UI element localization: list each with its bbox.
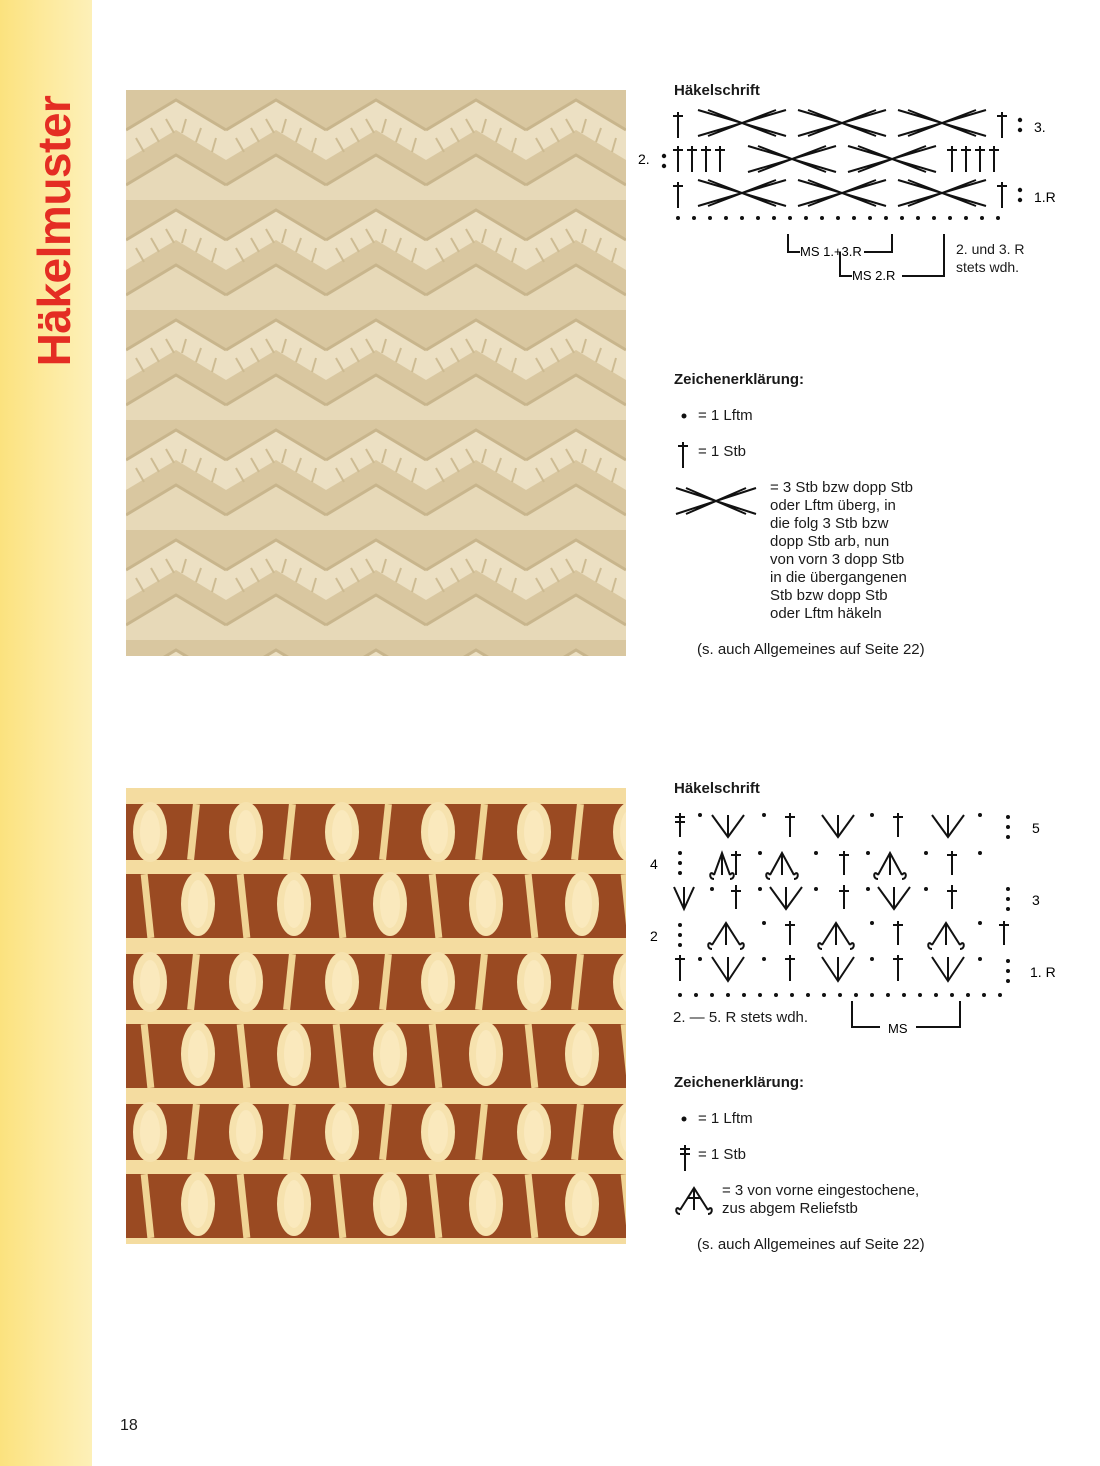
relief-stitch-symbol-icon <box>672 1184 716 1218</box>
p1-legend-cross: = 3 Stb bzw dopp Stb oder Lftm überg, in die folg 3 Stb bzw dopp Stb arb, nun von vorn 3 dopp Stb in die übergangenen Stb bzw dopp Stb oder Lftm häkeln <box>770 479 914 622</box>
p2-legend-lftm: = 1 Lftm <box>698 1110 753 1127</box>
p1-repeat-note: 2. und 3. R stets wdh. <box>956 241 1025 275</box>
pattern2-chart-heading: Häkelschrift <box>674 780 760 797</box>
p1-row-label-3: 3. <box>1034 119 1046 135</box>
pattern2-legend-heading: Zeichenerklärung: <box>674 1074 805 1091</box>
p1-row-label-1: 1.R <box>1034 189 1056 205</box>
p1-row-label-2: 2. <box>638 151 650 167</box>
p2-repeat-ms: MS <box>888 1021 908 1036</box>
p1-see-also: (s. auch Allgemeines auf Seite 22) <box>697 641 925 658</box>
p2-row-label-4: 4 <box>650 856 658 872</box>
lftm-dot-icon-2 <box>678 1113 690 1125</box>
stb-symbol-icon-2 <box>678 1143 692 1173</box>
p1-legend-lftm: = 1 Lftm <box>698 407 753 424</box>
p2-see-also: (s. auch Allgemeines auf Seite 22) <box>697 1236 925 1253</box>
p2-row-label-3: 3 <box>1032 892 1040 908</box>
p2-row-label-5: 5 <box>1032 820 1040 836</box>
p2-row-label-2: 2 <box>650 928 658 944</box>
p1-repeat-ms13: MS 1.+3.R <box>800 244 862 259</box>
p1-repeat-ms2: MS 2.R <box>852 268 896 283</box>
p2-repeat-note: 2. — 5. R stets wdh. <box>673 1009 809 1026</box>
p2-legend-stb: = 1 Stb <box>698 1146 746 1163</box>
pattern2-photo <box>126 788 626 1244</box>
pattern1-legend-heading: Zeichenerklärung: <box>674 371 805 388</box>
stb-symbol-icon <box>676 440 690 470</box>
sidebar-strip <box>0 0 92 1466</box>
pattern2-crochet-chart <box>640 805 1070 1040</box>
page-number: 18 <box>120 1417 138 1434</box>
p2-legend-relief: = 3 von vorne eingestochene, zus abgem Reliefstb <box>722 1182 920 1217</box>
pattern1-photo <box>126 90 626 656</box>
sidebar-title: Häkelmuster <box>28 95 80 367</box>
p1-legend-stb: = 1 Stb <box>698 443 746 460</box>
pattern1-chart-heading: Häkelschrift <box>674 82 760 99</box>
cross-stitch-symbol-icon <box>672 482 760 520</box>
p2-row-label-1: 1. R <box>1030 964 1056 980</box>
lftm-dot-icon <box>678 410 690 422</box>
